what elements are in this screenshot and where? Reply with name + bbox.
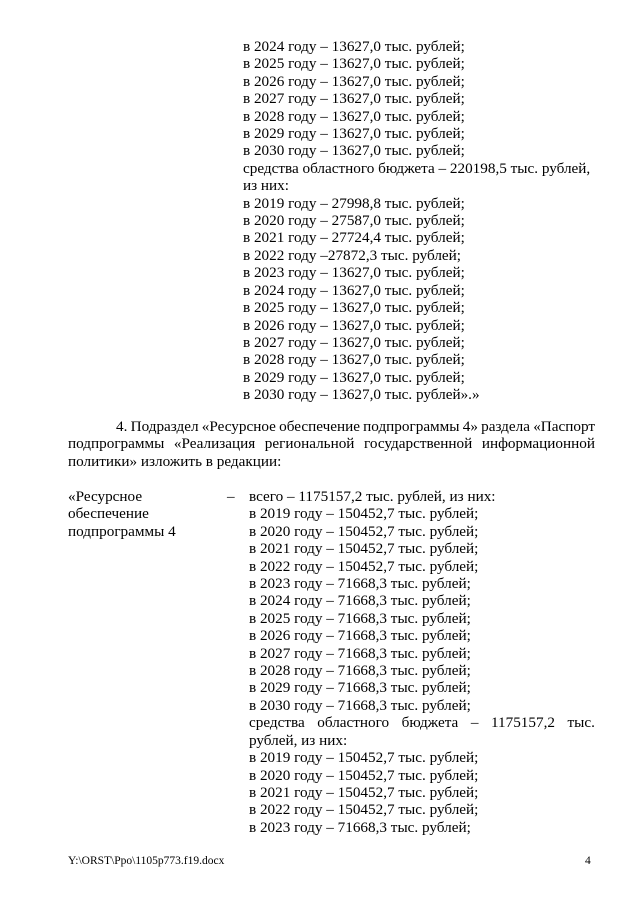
funding-line: в 2025 году – 13627,0 тыс. рублей; — [243, 299, 465, 317]
paragraph-line-3: политики» изложить в редакции: — [68, 452, 282, 470]
funding-line: в 2020 году – 27587,0 тыс. рублей; — [243, 212, 465, 230]
footer-file-path: Y:\ORST\Ppo\1105p773.f19.docx — [68, 855, 225, 867]
funding-line: в 2020 году – 150452,7 тыс. рублей; — [249, 766, 479, 784]
funding-line: в 2030 году – 13627,0 тыс. рублей; — [243, 142, 465, 160]
funding-line: в 2024 году – 13627,0 тыс. рублей; — [243, 281, 465, 299]
funding-line: в 2021 году – 27724,4 тыс. рублей; — [243, 229, 465, 247]
funding-line: в 2028 году – 13627,0 тыс. рублей; — [243, 107, 465, 125]
funding-line: в 2019 году – 27998,8 тыс. рублей; — [243, 194, 465, 212]
funding-line: всего – 1175157,2 тыс. рублей, из них: — [249, 488, 496, 505]
funding-line: рублей, из них: — [249, 731, 348, 749]
funding-line: в 2029 году – 13627,0 тыс. рублей; — [243, 368, 465, 386]
word: государственной — [364, 435, 473, 453]
regional-budget-line — [249, 714, 595, 731]
word: тыс. — [567, 714, 595, 732]
funding-line: в 2027 году – 13627,0 тыс. рублей; — [243, 90, 465, 108]
funding-list-top — [243, 38, 603, 404]
funding-line: в 2023 году – 13627,0 тыс. рублей; — [243, 264, 465, 282]
word: средства — [249, 714, 305, 732]
word: обеспечение — [279, 418, 360, 435]
funding-line: в 2024 году – 71668,3 тыс. рублей; — [249, 592, 471, 610]
funding-line: в 2028 году – 71668,3 тыс. рублей; — [249, 662, 471, 680]
word: раздела — [481, 418, 530, 435]
funding-line: в 2026 году – 13627,0 тыс. рублей; — [243, 316, 465, 334]
word: «Реализация — [173, 435, 256, 453]
funding-line: в 2029 году – 13627,0 тыс. рублей; — [243, 125, 465, 143]
word: 4. — [116, 418, 128, 435]
section-label-line: «Ресурсное — [68, 488, 143, 505]
funding-line: в 2019 году – 150452,7 тыс. рублей; — [249, 749, 479, 767]
funding-line: в 2022 году – 150452,7 тыс. рублей; — [249, 557, 479, 575]
page-number: 4 — [585, 855, 591, 867]
funding-line: в 2025 году – 13627,0 тыс. рублей; — [243, 55, 465, 73]
word: подпрограммы — [68, 435, 165, 453]
funding-line: в 2021 году – 150452,7 тыс. рублей; — [249, 540, 479, 558]
funding-line: в 2028 году – 13627,0 тыс. рублей; — [243, 351, 465, 369]
section-label-line: обеспечение — [68, 505, 149, 523]
funding-line: в 2025 году – 71668,3 тыс. рублей; — [249, 609, 471, 627]
word: «Ресурсное — [201, 418, 276, 435]
section-label — [68, 488, 228, 540]
funding-line: в 2029 году – 71668,3 тыс. рублей; — [249, 679, 471, 697]
funding-line: в 2027 году – 13627,0 тыс. рублей; — [243, 333, 465, 351]
funding-lines-before — [249, 488, 595, 714]
funding-line: в 2027 году – 71668,3 тыс. рублей; — [249, 644, 471, 662]
funding-line: в 2030 году – 13627,0 тыс. рублей».» — [243, 386, 480, 404]
funding-line: в 2022 году – 150452,7 тыс. рублей; — [249, 801, 479, 819]
word: «Паспорт — [533, 418, 595, 435]
funding-line: средства областного бюджета – 220198,5 тыс. рублей, — [243, 159, 591, 177]
funding-line: в 2020 году – 150452,7 тыс. рублей; — [249, 522, 479, 540]
funding-line: в 2023 году – 71668,3 тыс. рублей; — [249, 575, 471, 593]
funding-lines-after — [249, 732, 595, 836]
label-dash: – — [227, 488, 235, 505]
paragraph-line-2 — [68, 435, 595, 452]
word: Подраздел — [130, 418, 199, 435]
funding-line: в 2030 году – 71668,3 тыс. рублей; — [249, 696, 471, 714]
funding-line: в 2024 году – 13627,0 тыс. рублей; — [243, 38, 465, 55]
word: подпрограммы — [363, 418, 460, 435]
funding-list-bottom — [249, 488, 595, 836]
paragraph-line-1 — [68, 418, 595, 435]
funding-line: в 2019 году – 150452,7 тыс. рублей; — [249, 505, 479, 523]
word: региональной — [264, 435, 355, 453]
word: информационной — [481, 435, 595, 453]
section-label-line: подпрограммы 4 — [68, 522, 176, 540]
word: 1175157,2 — [491, 714, 555, 732]
funding-line: из них: — [243, 177, 289, 195]
funding-line: в 2026 году – 71668,3 тыс. рублей; — [249, 627, 471, 645]
word: 4» — [462, 418, 478, 435]
funding-line: в 2023 году – 71668,3 тыс. рублей; — [249, 818, 471, 836]
word: областного — [317, 714, 390, 732]
word: – — [470, 714, 479, 732]
amendment-paragraph — [68, 418, 595, 470]
funding-line: в 2021 году – 150452,7 тыс. рублей; — [249, 783, 479, 801]
word: бюджета — [401, 714, 459, 732]
funding-line: в 2022 году –27872,3 тыс. рублей; — [243, 246, 461, 264]
funding-line: в 2026 году – 13627,0 тыс. рублей; — [243, 72, 465, 90]
